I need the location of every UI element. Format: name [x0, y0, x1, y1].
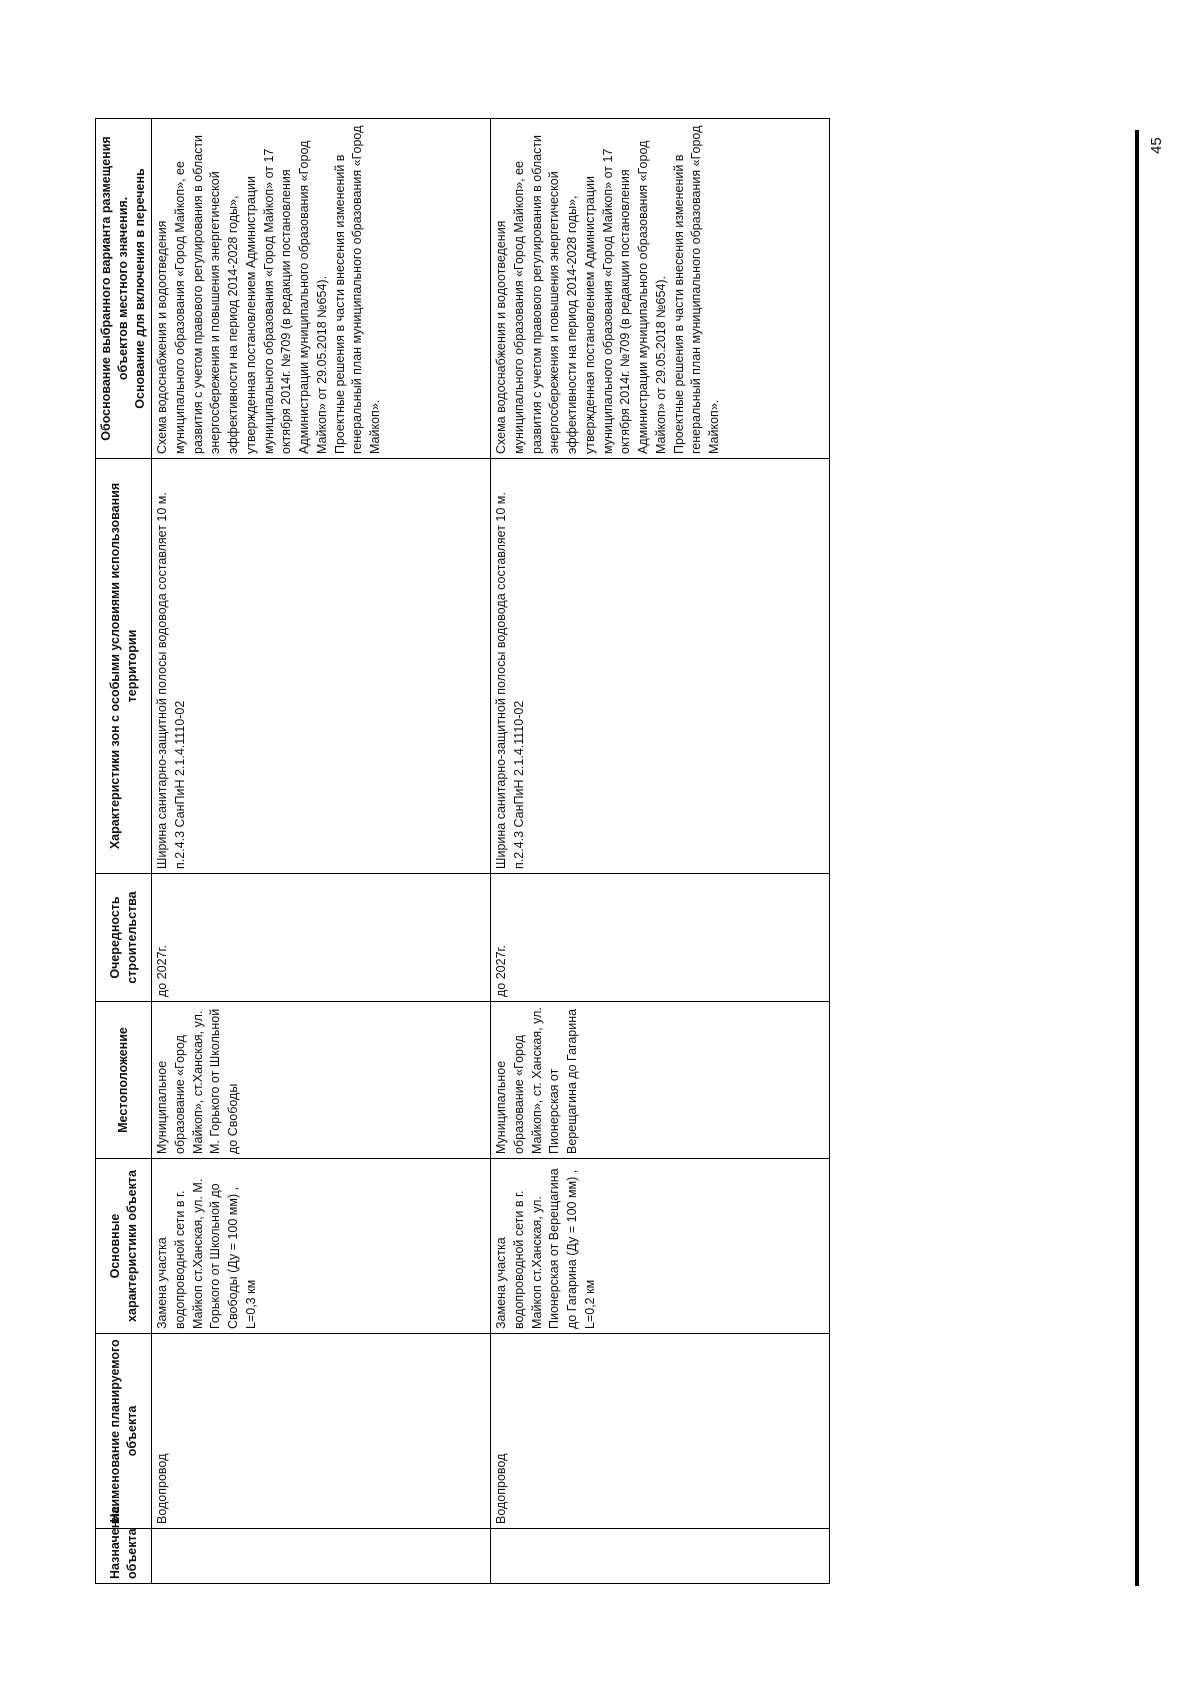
row1-location: Муниципальное образование «Город Майкоп», ст.Ханская, ул. М. Горького от Школьной до Свободы [152, 1002, 491, 1159]
row2-rationale-project: Проектные решения в части внесения изменений в генеральный план муниципального образования «Город Майкоп». [671, 125, 721, 454]
row1-rationale-scheme: Схема водоснабжения и водоотведения муниципального образования «Город Майкоп», ее развития с учетом правового регулирования в области энергосбережения и повышения энергетической эффективности на период 2014-2028 годы», утвержденная постановлением Администрации муниципального образования «Город Майкоп» от 17 октября 2014г. №709 (в редакции постановления Администрации муниципального образования «Город Майкоп» от 29.05.2018 №654). [155, 134, 329, 454]
header-location: Местоположение [96, 1002, 152, 1159]
row2-name: Водопровод [491, 1334, 830, 1529]
row1-rationale [152, 119, 491, 459]
row2-rationale [491, 119, 830, 459]
row2-order: до 2027г. [491, 874, 830, 1002]
row2-purpose [491, 1529, 830, 1584]
row2-characteristics: Замена участка водопроводной сети в г. Майкоп ст.Ханская, ул. Пионерская от Верещагина до Гагарина (Ду = 100 мм) , L=0,2 км [491, 1159, 830, 1334]
header-rationale-line1: Обоснование выбранного варианта размещения объектов местного значения. [99, 136, 131, 441]
header-order: Очередность строительства [96, 874, 152, 1002]
row1-order: до 2027г. [152, 874, 491, 1002]
row1-characteristics: Замена участка водопроводной сети в г. Майкоп ст.Ханская, ул. М. Горького от Школьной до Свободы (Ду = 100 мм) , L=0,3 км [152, 1159, 491, 1334]
row1-rationale-project: Проектные решения в части внесения изменений в генеральный план муниципального образования «Город Майкоп». [332, 125, 382, 454]
header-name: Наименование планируемого объекта [96, 1334, 152, 1529]
page-number: 45 [1148, 137, 1165, 154]
rotated-page-content [95, 119, 830, 1584]
row2-location: Муниципальное образование «Город Майкоп», ст. Ханская, ул. Пионерская от Верещагина до Гагарина [491, 1002, 830, 1159]
header-zones: Характеристики зон с особыми условиями использования территории [96, 459, 152, 874]
row2-zones: Ширина санитарно-защитной полосы водовода составляет 10 м. п.2.4.3 СанПиН 2.1.4.1110-02 [491, 459, 830, 874]
table-header-row [96, 119, 152, 1584]
planned-objects-table [95, 118, 830, 1584]
row1-purpose [152, 1529, 491, 1584]
row1-zones: Ширина санитарно-защитной полосы водовода составляет 10 м. п.2.4.3 СанПиН 2.1.4.1110-02 [152, 459, 491, 874]
table-row [491, 119, 830, 1584]
table-row [152, 119, 491, 1584]
header-rationale-line2: Основание для включения в перечень [132, 168, 147, 409]
row1-name: Водопровод [152, 1334, 491, 1529]
page-margin-rule [1135, 130, 1139, 1586]
header-rationale [96, 119, 152, 459]
row2-rationale-scheme: Схема водоснабжения и водоотведения муниципального образования «Город Майкоп», ее развития с учетом правового регулирования в области энергосбережения и повышения энергетической эффективности на период 2014-2028 годы», утвержденная постановлением Администрации муниципального образования «Город Майкоп» от 17 октября 2014г. №709 (в редакции постановления Администрации муниципального образования «Город Майкоп» от 29.05.2018 №654). [494, 134, 668, 454]
header-characteristics: Основные характеристики объекта [96, 1159, 152, 1334]
header-purpose: Назначение объекта [96, 1529, 152, 1584]
